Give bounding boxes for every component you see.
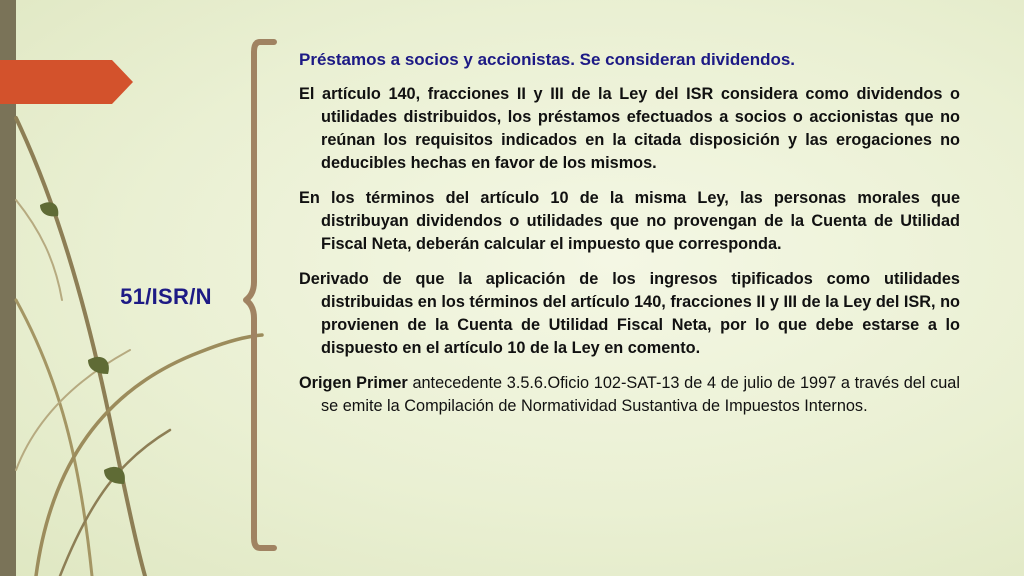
paragraph-origin [299,372,960,418]
paragraph-derivado: Derivado de que la aplicación de los ingresos tipificados como utilidades distribuidas en los términos del artículo 140, fracciones II y III de la Ley del ISR, no provienen de la Cuenta de Utilidad Fiscal Neta, por lo que debe estarse a lo dispuesto en el artículo 10 de la Ley en comento. [299,270,960,357]
slide-title: Préstamos a socios y accionistas. Se consideran dividendos. [299,50,796,69]
slide-content [299,48,960,430]
origin-text: antecedente 3.5.6.Oficio 102-SAT-13 de 4 de julio de 1997 a través del cual se emite la Compilación de Normatividad Sustantiva de Impuestos Internos. [321,374,960,415]
curly-bracket [246,42,274,548]
paragraph-article-10: En los términos del artículo 10 de la misma Ley, las personas morales que distribuyan dividendos o utilidades que no provengan de la Cuenta de Utilidad Fiscal Neta, deberán calcular el impuesto que corresponda. [299,189,960,253]
arrow-banner [0,60,133,104]
plant-stems-ornament [16,118,262,576]
paragraph-article-140: El artículo 140, fracciones II y III de la Ley del ISR considera como dividendos o utilidades distribuidos, los préstamos efectuados a socios o accionistas que no reúnan los requisitos indicados en la citada disposición y las erogaciones no deducibles hechas en favor de los mismos. [299,85,960,172]
origin-lead: Origen Primer [299,374,408,392]
rule-code-label: 51/ISR/N [120,284,212,309]
